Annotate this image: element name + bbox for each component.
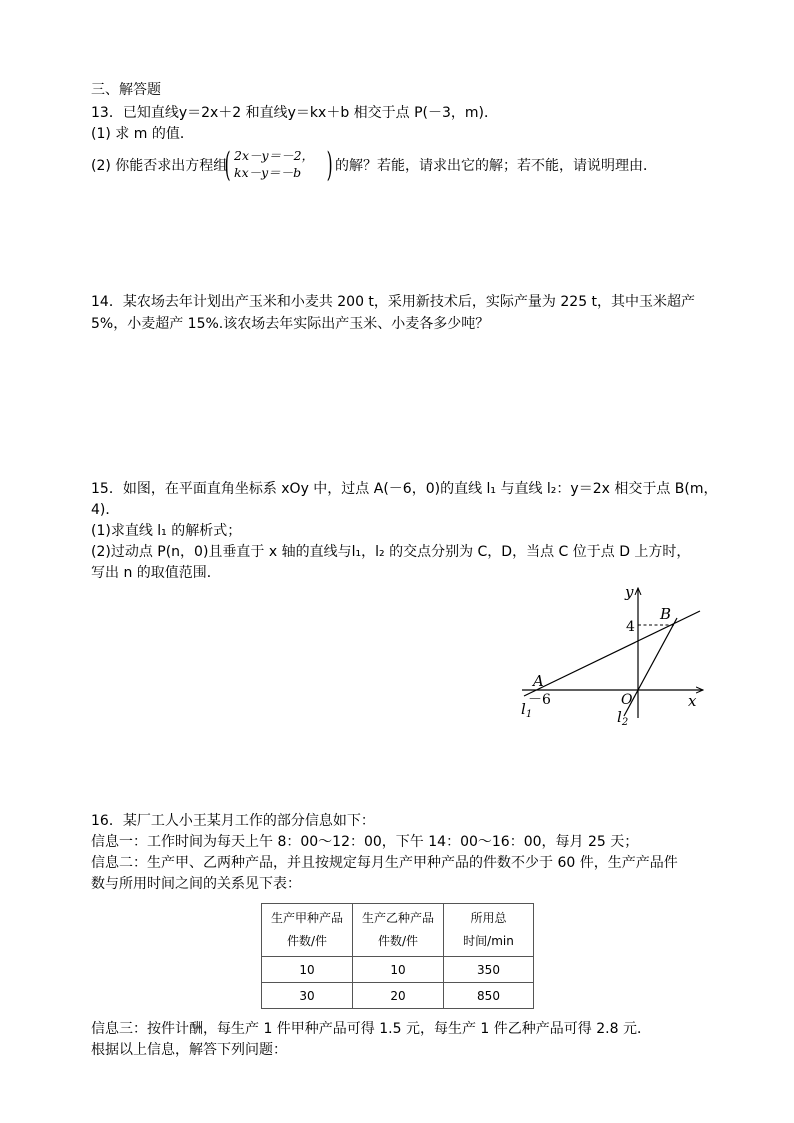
table-cell: 10 [262,957,353,983]
table-header-cell [353,904,444,957]
q16-line6: 根据以上信息，解答下列问题： [91,1042,287,1058]
q16-line1: 16．某厂工人小王某月工作的部分信息如下： [91,813,375,829]
header-line: 件数/件 [377,934,419,948]
header-line: 时间/min [463,934,514,948]
table-cell: 350 [444,957,534,983]
point-a-label: A [533,672,544,690]
origin-label: O [621,692,633,708]
q15-part2: (2)过动点 P(n，0)且垂直于 x 轴的直线与l₁，l₂ 的交点分别为 C，D，当点 C 位于点 D 上方时， [91,544,691,560]
q15-line2: 4)． [91,502,120,518]
q13-part2-prefix: (2) 你能否求出方程组 [91,158,228,174]
table-cell: 10 [353,957,444,983]
equation-2: kx－y＝－b [234,165,302,180]
table-row [262,957,534,983]
q13-statement: 13．已知直线y＝2x＋2 和直线y＝kx＋b 相交于点 P(－3，m)． [91,105,499,121]
table-cell: 850 [444,983,534,1009]
q16-line2: 信息一：工作时间为每天上午 8：00～12：00，下午 14：00～16：00，每月 25 天； [91,834,639,850]
y-axis-label: y [625,583,634,601]
x-tick-label: －6 [528,692,551,708]
y-tick-label: 4 [626,619,635,635]
table-header-cell [444,904,534,957]
q15-line1: 15．如图，在平面直角坐标系 xOy 中，过点 A(－6，0)的直线 l₁ 与直线 l₂：y＝2x 相交于点 B(m， [91,481,718,497]
point-b-label: B [660,605,672,623]
table-header-cell [262,904,353,957]
q13-part2-suffix: 的解？若能，请求出它的解；若不能，请说明理由． [335,158,657,174]
header-line: 所用总 [470,911,507,925]
table-row [262,983,534,1009]
equation-1: 2x－y＝－2， [234,148,315,163]
system-right-brace: ) [326,145,333,185]
section-title: 三、解答题 [91,82,161,98]
equation-system [234,147,314,181]
q15-part2-cont: 写出 n 的取值范围． [91,565,221,581]
l2-label: $l_2$ [617,708,629,728]
table-header-row [262,904,534,957]
q14-line2: 5%，小麦超产 15%.该农场去年实际出产玉米、小麦各多少吨？ [91,316,490,332]
q14-line1: 14．某农场去年计划出产玉米和小麦共 200 t，采用新技术后，实际产量为 225 t，其中玉米超产 [91,294,696,310]
production-table [261,903,534,1009]
q15-part1: (1)求直线 l₁ 的解析式； [91,523,242,539]
q13-part1: (1) 求 m 的值． [91,126,194,142]
header-line: 件数/件 [286,934,328,948]
coordinate-figure [510,580,710,730]
table-cell: 20 [353,983,444,1009]
header-line: 生产甲种产品 [270,911,343,925]
table-cell: 30 [262,983,353,1009]
q16-line4: 数与所用时间之间的关系见下表： [91,876,301,892]
q16-line3: 信息二：生产甲、乙两种产品，并且按规定每月生产甲种产品的件数不少于 60 件，生产产品件 [91,855,678,871]
l1-label: $l_1$ [521,700,533,720]
system-left-brace: ( [224,145,231,185]
x-axis-label: x [688,692,697,710]
header-line: 生产乙种产品 [361,911,434,925]
q16-line5: 信息三：按件计酬，每生产 1 件甲种产品可得 1.5 元，每生产 1 件乙种产品可得 2.8 元． [91,1021,651,1037]
